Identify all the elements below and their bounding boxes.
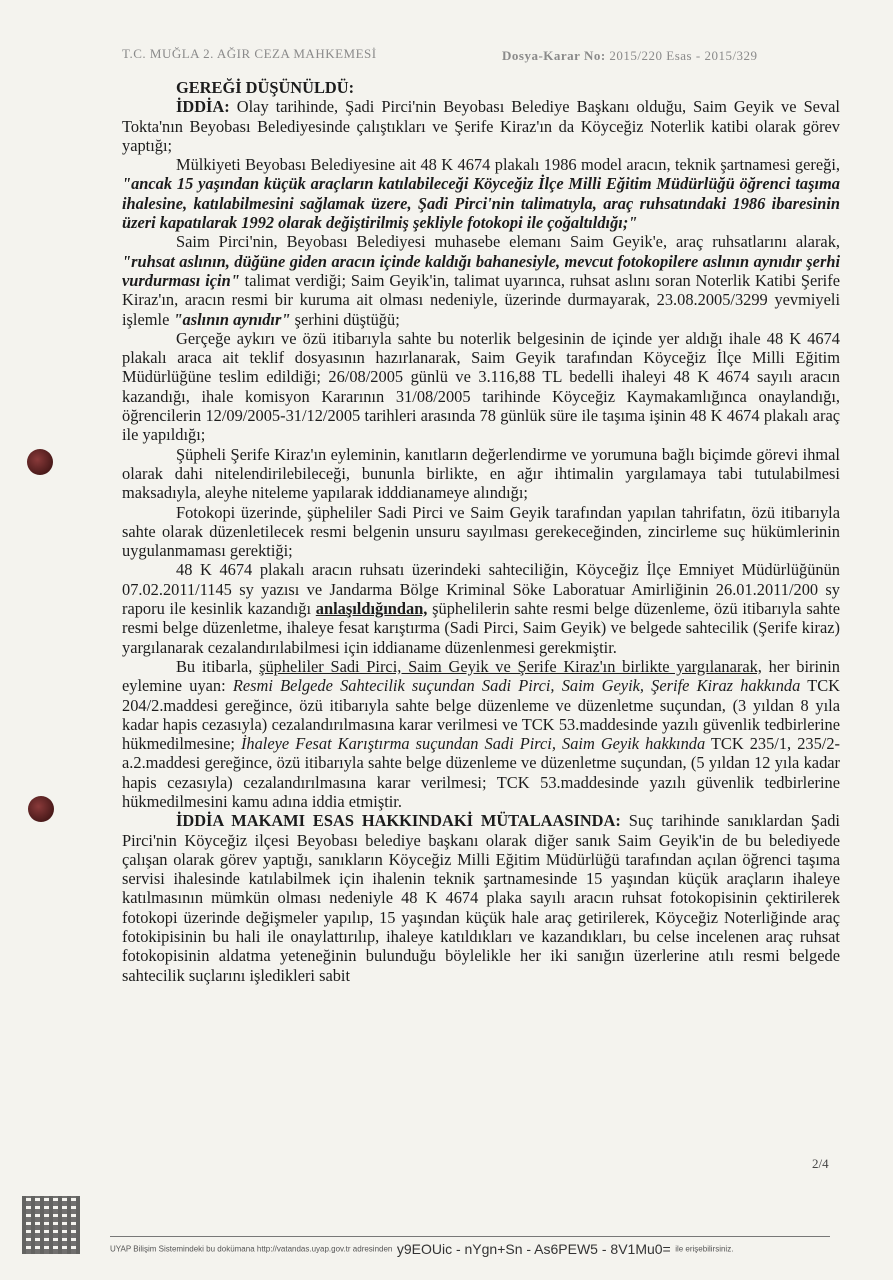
instruction-text-c: şerhini düştüğü; — [290, 309, 400, 329]
page-number: 2/4 — [812, 1156, 829, 1171]
charges-italic-2: İhaleye Fesat Karıştırma suçundan Sadi Pirci, Saim Geyik hakkında — [240, 734, 706, 754]
paragraph-forgery — [122, 560, 840, 656]
forgery-text-b: şüphelilerin sahte resmi belge düzenleme, özü itibarıyla sahte resmi belge düzenletme, ihaleye fesat karıştırma (Sadi Pirci, Saim Geyik) ve belgede sahtecilik (Şerife kiraz) yargılanarak cezalandırılabilmesi için iddianame düzenlenmesi gerekmiştir. — [122, 599, 840, 657]
paragraph-instruction — [122, 232, 840, 328]
footer-divider — [110, 1236, 830, 1237]
prosecution-opinion-label: İDDİA MAKAMI ESAS HAKKINDAKİ MÜTALAASINDA: — [176, 811, 621, 831]
forgery-text-a: 48 K 4674 plakalı aracın ruhsatı üzerindeki sahteciliğin, Köyceğiz İlçe Emniyet Müdürlüğünün 07.02.2011/1145 sy yazısı ve Jandarma Bölge Kriminal Söke Laboratuar Amirliğinin 26.01.2011/200 sy raporu ile kesinlik kazandığı — [122, 560, 840, 619]
prosecution-opinion-text: Suç tarihinde sanıklardan Şadi Pirci'nin Köyceğiz ilçesi Beyobası belediye başkanı olarak diğer sanık Saim Geyik'in de bu belediyede çalışan olarak görev yaptığı, sanıkların Köyceğiz Milli Eğitim Müdürlüğü tarafından açılan öğrenci taşıma servisi ihalesinde katılabilmek için ihalenin teknik şartnamesinde 15 yaşından küçük araçların ihaleye katılmasının mümkün olması nedeniyle 48 K 4674 plaka sayılı aracın ruhsat fotokopisinin çektirilerek fotokopi üzerinde değişmeler yapılıp, 15 yaşından küçük hale araç getirilerek, Köyceğiz Noterliğinde araç fotokipisinin bu hali ile onaylattırılıp, ihaleye katıldıkları ve kazandıkları, bu celse incelenen araç ruhsat fotokopisinin aldatma yeteneğinin bulunduğu böylelikle her iki sanığın üzerlerine atılı resmi belgede sahtecilik suçlarını işledikleri sabit — [122, 811, 840, 985]
paragraph-indictment — [122, 97, 840, 155]
file-reference-label: Dosya-Karar No: — [502, 48, 606, 63]
page-footer — [110, 1240, 830, 1260]
paragraph-tender: Gerçeğe aykırı ve özü itibarıyla sahte bu noterlik belgesinin de içinde yer aldığı ihale 48 K 4674 plakalı araca ait teklif dosyasının hazırlanarak, Saim Geyik tarafından Köyceğiz İlçe Milli Eğitim Müdürlüğüne teslim edildiği; 26/08/2005 günlü ve 3.116,88 TL bedelli ihaleyi 48 K 4674 sayılı aracın kazandığı, ihale komisyon Kararının 31/08/2005 tarihinde Köyceğiz Kaymakamlığınca onaylandığı, öğrencilerin 12/09/2005-31/12/2005 tarihleri arasında 78 günlük süre ile taşıma işinin 48 K 4674 plakalı araç ile yapıldığı; — [122, 328, 840, 445]
charges-text-d: TCK 235/1, 235/2-a.2.maddesi gereğince, özü itibarıyla sahte belge düzenleme ve düzenletme suçundan, (5 yıldan 12 yıla kadar hapis cezasıyla) cezalandırılmasına karar verilmesi; TCK 53.maddesinde yazılı güvenlik tedbirlerine hükmedilmesini kamu adına iddia etmiştir. — [122, 734, 840, 811]
paragraph-prosecution-opinion — [122, 811, 840, 985]
indictment-label: İDDİA: — [176, 97, 230, 117]
vehicle-text: Mülkiyeti Beyobası Belediyesine ait 48 K 4674 plakalı 1986 model aracın, teknik şartnamesi gereği, — [176, 155, 840, 175]
paragraph-photocopy: Fotokopi üzerinde, şüpheliler Sadi Pirci ve Saim Geyik tarafından yapılan tahrifatın, özü itibarıyla sahte olarak düzenletilecek resmi belgenin unsuru sayılması gerekeceğinden, zincirleme suç hükümlerinin uygulanmaması gerektiği; — [122, 502, 840, 561]
page-header — [0, 44, 893, 70]
forgery-emphasis: anlaşıldığından, — [315, 599, 428, 619]
qr-code — [22, 1196, 80, 1254]
section-heading: GEREĞİ DÜŞÜNÜLDÜ: — [176, 78, 355, 97]
indictment-text: Olay tarihinde, Şadi Pirci'nin Beyobası Belediye Başkanı olduğu, Saim Geyik ve Seval Tokta'nın Beyobası Belediyesinde çalıştıkları ve Şerife Kiraz'ın da Köyceğiz Noterlik katibi olarak görev yaptığı; — [122, 97, 840, 155]
vehicle-quote: "ancak 15 yaşından küçük araçların katılabileceği Köyceğiz İlçe Milli Eğitim Müdürlüğü öğrenci taşıma ihalesine, katılabilmesini sağlamak üzere, Şadi Pirci'nin talimatıyla, araç ruhsatındaki 1986 ibaresinin üzeri kapatılarak 1992 olarak değiştirilmiş şekliyle fotokopi ile çoğaltıldığı;" — [122, 174, 840, 233]
instruction-text-a: Saim Pirci'nin, Beyobası Belediyesi muhasebe elemanı Saim Geyik'e, araç ruhsatlarını alarak, — [176, 232, 840, 252]
court-name: T.C. MUĞLA 2. AĞIR CEZA MAHKEMESİ — [122, 46, 377, 61]
paragraph-vehicle — [122, 155, 840, 232]
instruction-text-b: talimat verdiği; Saim Geyik'in, talimat uyarınca, ruhsat aslını soran Noterlik Katibi Şerife Kiraz'ın, aracın resmi bir kuruma ait olması nedeniyle, üzerinde durmayarak, 23.08.2005/3299 yevmiyeli işlemle — [122, 270, 840, 329]
punch-hole-upper — [27, 449, 53, 475]
file-reference-value: 2015/220 Esas - 2015/329 — [609, 48, 758, 63]
charges-text-b: her birinin eylemine uyan: — [122, 656, 840, 696]
charges-text-c: TCK 204/2.maddesi gereğince, özü itibarıyla sahte belge düzenleme ve düzenletme suçundan, (3 yıldan 8 yıla kadar hapis cezasıyla) cezalandırılmasına karar verilmesi ve TCK 53.maddesinde yazılı güvenlik tedbirlerine hükmedilmesine; — [122, 676, 841, 754]
charges-text-a: Bu itibarla, — [176, 656, 260, 676]
instruction-quote-2: "aslının aynıdır" — [173, 309, 291, 329]
paragraph-suspect: Şüpheli Şerife Kiraz'ın eyleminin, kanıtların değerlendirme ve yorumuna bağlı biçimde görevi ihmal olarak dahi nitelendirilebileceği, bununla birlikte, en ağır ihtimalin yargılamaya tabi tutulabilmesi maksadıyla, aleyhe niteleme yapılarak idddianameye alındığı; — [122, 444, 840, 503]
footer-suffix: ile erişebilirsiniz. — [675, 1244, 734, 1254]
footer-text: UYAP Bilişim Sistemindeki bu dokümana http://vatandas.uyap.gov.tr adresinden — [110, 1244, 393, 1254]
punch-hole-lower — [28, 796, 54, 822]
instruction-quote: "ruhsat aslının, düğüne giden aracın içinde kaldığı bahanesiyle, mevcut fotokopilere aslının aynıdır şerhi vurdurması için" — [122, 251, 840, 290]
document-body — [122, 78, 840, 985]
paragraph-charges — [122, 657, 840, 811]
verification-code: y9EOUic - nYgn+Sn - As6PEW5 - 8V1Mu0= — [396, 1240, 671, 1257]
file-reference — [502, 48, 758, 64]
charges-italic-1: Resmi Belgede Sahtecilik suçundan Sadi Pirci, Saim Geyik, Şerife Kiraz hakkında — [232, 676, 801, 696]
charges-underlined: şüpheliler Sadi Pirci, Saim Geyik ve Şerife Kiraz'ın birlikte yargılanarak, — [259, 656, 762, 676]
